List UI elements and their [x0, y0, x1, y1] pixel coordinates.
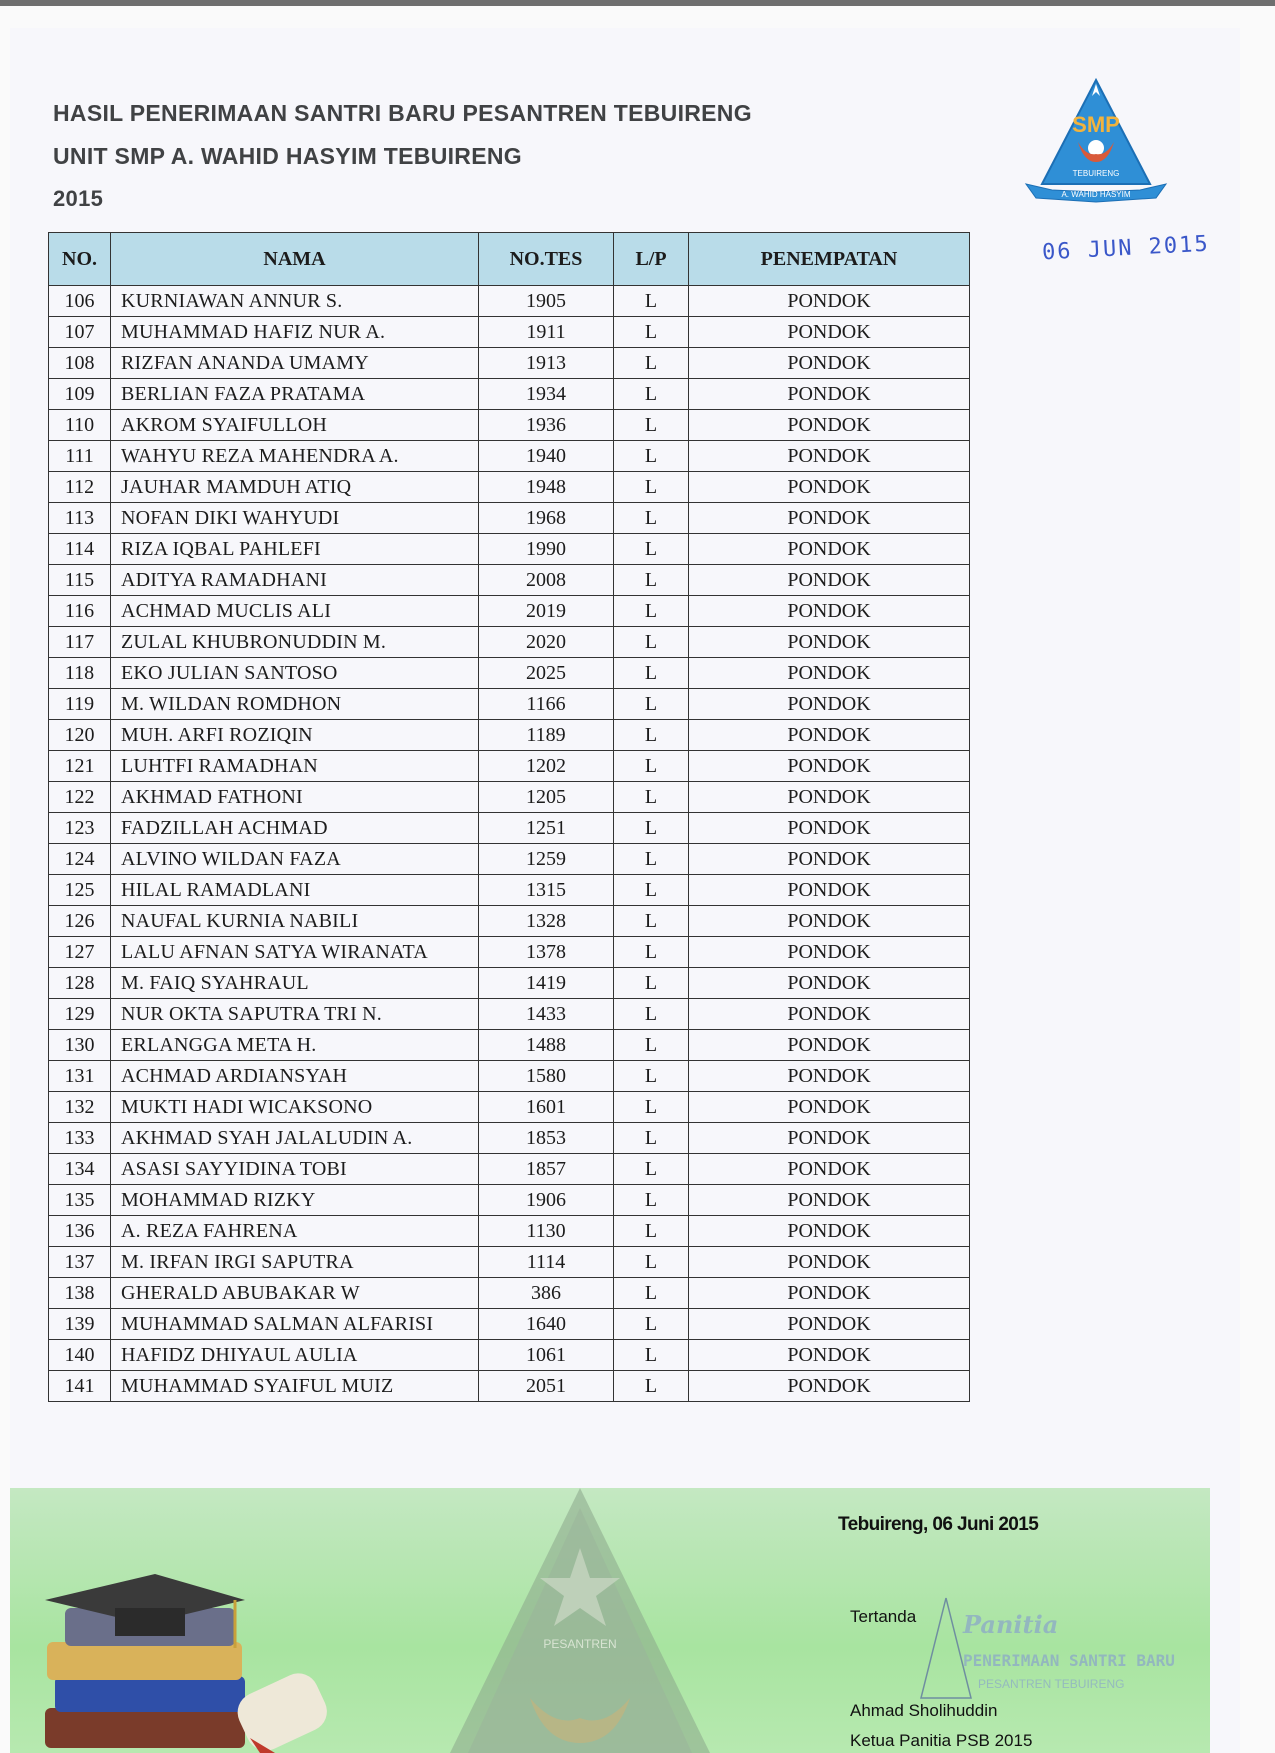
cell-no: 123 [49, 813, 111, 844]
cell-penempatan: PONDOK [689, 875, 970, 906]
cell-no: 124 [49, 844, 111, 875]
scan-top-edge [0, 0, 1275, 6]
cell-nama: M. FAIQ SYAHRAUL [111, 968, 479, 999]
cell-lp: L [614, 1092, 689, 1123]
cell-penempatan: PONDOK [689, 751, 970, 782]
cell-no-tes: 1205 [479, 782, 614, 813]
cell-penempatan: PONDOK [689, 441, 970, 472]
cell-no: 130 [49, 1030, 111, 1061]
table-row [49, 348, 970, 379]
table-row [49, 689, 970, 720]
cell-no: 110 [49, 410, 111, 441]
cell-nama: ZULAL KHUBRONUDDIN M. [111, 627, 479, 658]
cell-no: 134 [49, 1154, 111, 1185]
cell-penempatan: PONDOK [689, 565, 970, 596]
cell-nama: HAFIDZ DHIYAUL AULIA [111, 1340, 479, 1371]
cell-penempatan: PONDOK [689, 813, 970, 844]
cell-nama: GHERALD ABUBAKAR W [111, 1278, 479, 1309]
admission-results-table [48, 232, 970, 1402]
cell-penempatan: PONDOK [689, 999, 970, 1030]
cell-nama: HILAL RAMADLANI [111, 875, 479, 906]
cell-no-tes: 2020 [479, 627, 614, 658]
cell-no: 131 [49, 1061, 111, 1092]
column-header-lp: L/P [614, 233, 689, 286]
cell-nama: A. REZA FAHRENA [111, 1216, 479, 1247]
cell-no-tes: 2051 [479, 1371, 614, 1402]
cell-no: 111 [49, 441, 111, 472]
svg-text:PENERIMAAN SANTRI BARU: PENERIMAAN SANTRI BARU [963, 1651, 1175, 1670]
table-row [49, 1309, 970, 1340]
cell-penempatan: PONDOK [689, 1030, 970, 1061]
table-row [49, 906, 970, 937]
table-row [49, 844, 970, 875]
cell-penempatan: PONDOK [689, 1340, 970, 1371]
cell-nama: NAUFAL KURNIA NABILI [111, 906, 479, 937]
logo-smp-text: SMP [1072, 112, 1120, 137]
column-header-no: NO. [49, 233, 111, 286]
cell-no-tes: 1911 [479, 317, 614, 348]
table-row [49, 441, 970, 472]
cell-penempatan: PONDOK [689, 286, 970, 317]
cell-nama: RIZA IQBAL PAHLEFI [111, 534, 479, 565]
cell-no: 136 [49, 1216, 111, 1247]
cell-no: 127 [49, 937, 111, 968]
document-year: 2015 [53, 186, 104, 211]
cell-lp: L [614, 1154, 689, 1185]
table-row [49, 1092, 970, 1123]
cell-penempatan: PONDOK [689, 1061, 970, 1092]
cell-lp: L [614, 1216, 689, 1247]
table-row [49, 596, 970, 627]
cell-no: 108 [49, 348, 111, 379]
cell-no-tes: 1934 [479, 379, 614, 410]
cell-penempatan: PONDOK [689, 937, 970, 968]
cell-no-tes: 1913 [479, 348, 614, 379]
table-row [49, 472, 970, 503]
table-row [49, 875, 970, 906]
cell-no: 132 [49, 1092, 111, 1123]
cell-lp: L [614, 1123, 689, 1154]
cell-no-tes: 1936 [479, 410, 614, 441]
signed-label: Tertanda [850, 1607, 917, 1626]
cell-nama: BERLIAN FAZA PRATAMA [111, 379, 479, 410]
logo-ribbon-wahid: A. WAHID HASYIM [1061, 190, 1131, 199]
table-row [49, 379, 970, 410]
cell-lp: L [614, 658, 689, 689]
table-row [49, 286, 970, 317]
cell-no-tes: 1419 [479, 968, 614, 999]
cell-nama: ACHMAD MUCLIS ALI [111, 596, 479, 627]
cell-lp: L [614, 1185, 689, 1216]
cell-penempatan: PONDOK [689, 534, 970, 565]
table-row [49, 1061, 970, 1092]
cell-no-tes: 1259 [479, 844, 614, 875]
column-header-notes: NO.TES [479, 233, 614, 286]
table-row [49, 317, 970, 348]
cell-no: 133 [49, 1123, 111, 1154]
table-row [49, 1371, 970, 1402]
received-date-stamp: 06 JUN 2015 [1041, 231, 1211, 266]
cell-penempatan: PONDOK [689, 596, 970, 627]
table-row [49, 410, 970, 441]
cell-penempatan: PONDOK [689, 720, 970, 751]
table-row [49, 937, 970, 968]
cell-penempatan: PONDOK [689, 1185, 970, 1216]
cell-lp: L [614, 379, 689, 410]
cell-no-tes: 2025 [479, 658, 614, 689]
cell-no-tes: 1328 [479, 906, 614, 937]
cell-penempatan: PONDOK [689, 1092, 970, 1123]
cell-lp: L [614, 627, 689, 658]
cell-nama: NUR OKTA SAPUTRA TRI N. [111, 999, 479, 1030]
cell-lp: L [614, 720, 689, 751]
table-header-row [49, 233, 970, 286]
cell-no-tes: 2008 [479, 565, 614, 596]
table-row [49, 1247, 970, 1278]
table-row [49, 658, 970, 689]
cell-no: 140 [49, 1340, 111, 1371]
cell-no: 119 [49, 689, 111, 720]
cell-no: 112 [49, 472, 111, 503]
signature-date: Tebuireng, 06 Juni 2015 [838, 1514, 1039, 1535]
cell-lp: L [614, 1278, 689, 1309]
cell-lp: L [614, 534, 689, 565]
cell-nama: AKHMAD FATHONI [111, 782, 479, 813]
cell-lp: L [614, 875, 689, 906]
cell-no-tes: 1853 [479, 1123, 614, 1154]
cell-lp: L [614, 441, 689, 472]
cell-lp: L [614, 782, 689, 813]
cell-lp: L [614, 410, 689, 441]
table-row [49, 999, 970, 1030]
cell-nama: MUKTI HADI WICAKSONO [111, 1092, 479, 1123]
logo-ribbon-tebuireng: TEBUIRENG [1072, 169, 1120, 178]
cell-no: 122 [49, 782, 111, 813]
cell-penempatan: PONDOK [689, 968, 970, 999]
cell-nama: KURNIAWAN ANNUR S. [111, 286, 479, 317]
cell-nama: LALU AFNAN SATYA WIRANATA [111, 937, 479, 968]
cell-nama: RIZFAN ANANDA UMAMY [111, 348, 479, 379]
cell-lp: L [614, 968, 689, 999]
cell-lp: L [614, 286, 689, 317]
cell-no-tes: 1251 [479, 813, 614, 844]
cell-lp: L [614, 596, 689, 627]
cell-no-tes: 1906 [479, 1185, 614, 1216]
cell-nama: AKHMAD SYAH JALALUDIN A. [111, 1123, 479, 1154]
cell-penempatan: PONDOK [689, 410, 970, 441]
cell-no: 135 [49, 1185, 111, 1216]
table-row [49, 1340, 970, 1371]
cell-lp: L [614, 999, 689, 1030]
cell-no: 118 [49, 658, 111, 689]
cell-no-tes: 1315 [479, 875, 614, 906]
cell-no-tes: 1640 [479, 1309, 614, 1340]
cell-no-tes: 1968 [479, 503, 614, 534]
cell-lp: L [614, 1309, 689, 1340]
table-row [49, 1154, 970, 1185]
cell-nama: MUHAMMAD SALMAN ALFARISI [111, 1309, 479, 1340]
cell-lp: L [614, 1247, 689, 1278]
cell-lp: L [614, 1061, 689, 1092]
cell-no-tes: 1857 [479, 1154, 614, 1185]
cell-penempatan: PONDOK [689, 379, 970, 410]
cell-penempatan: PONDOK [689, 906, 970, 937]
table-row [49, 627, 970, 658]
cell-no: 107 [49, 317, 111, 348]
cell-penempatan: PONDOK [689, 317, 970, 348]
cell-nama: ACHMAD ARDIANSYAH [111, 1061, 479, 1092]
cell-lp: L [614, 813, 689, 844]
cell-penempatan: PONDOK [689, 658, 970, 689]
cell-no-tes: 1940 [479, 441, 614, 472]
cell-nama: LUHTFI RAMADHAN [111, 751, 479, 782]
school-logo-icon [1022, 72, 1170, 212]
cell-nama: ALVINO WILDAN FAZA [111, 844, 479, 875]
cell-no-tes: 1488 [479, 1030, 614, 1061]
cell-lp: L [614, 1030, 689, 1061]
cell-nama: FADZILLAH ACHMAD [111, 813, 479, 844]
cell-penempatan: PONDOK [689, 1123, 970, 1154]
document-title: HASIL PENERIMAAN SANTRI BARU PESANTREN TEBUIRENG [53, 100, 752, 126]
cell-penempatan: PONDOK [689, 1154, 970, 1185]
cell-no: 137 [49, 1247, 111, 1278]
svg-text:Panitia: Panitia [963, 1610, 1059, 1639]
cell-no-tes: 1166 [479, 689, 614, 720]
cell-nama: ADITYA RAMADHANI [111, 565, 479, 596]
cell-nama: AKROM SYAIFULLOH [111, 410, 479, 441]
cell-penempatan: PONDOK [689, 689, 970, 720]
cell-no: 141 [49, 1371, 111, 1402]
table-row [49, 720, 970, 751]
table-row [49, 968, 970, 999]
cell-no-tes: 1580 [479, 1061, 614, 1092]
committee-seal [918, 1588, 1175, 1713]
cell-no-tes: 1948 [479, 472, 614, 503]
cell-penempatan: PONDOK [689, 782, 970, 813]
cell-no-tes: 1114 [479, 1247, 614, 1278]
cell-nama: M. WILDAN ROMDHON [111, 689, 479, 720]
cell-no: 125 [49, 875, 111, 906]
svg-text:PESANTREN TEBUIRENG: PESANTREN TEBUIRENG [978, 1677, 1125, 1691]
cell-penempatan: PONDOK [689, 1216, 970, 1247]
cell-no: 106 [49, 286, 111, 317]
cell-no-tes: 1905 [479, 286, 614, 317]
table-row [49, 1030, 970, 1061]
cell-no: 114 [49, 534, 111, 565]
cell-lp: L [614, 472, 689, 503]
cell-no: 138 [49, 1278, 111, 1309]
cell-penempatan: PONDOK [689, 503, 970, 534]
signer-name: Ahmad Sholihuddin [850, 1701, 998, 1720]
cell-lp: L [614, 503, 689, 534]
table-row [49, 751, 970, 782]
cell-lp: L [614, 844, 689, 875]
cell-no: 109 [49, 379, 111, 410]
triangle-emblem-icon [450, 1488, 710, 1753]
table-row [49, 1278, 970, 1309]
table-row [49, 1185, 970, 1216]
document-subtitle: UNIT SMP A. WAHID HASYIM TEBUIRENG [53, 143, 522, 169]
cell-no: 115 [49, 565, 111, 596]
cell-no: 120 [49, 720, 111, 751]
cell-no: 129 [49, 999, 111, 1030]
table-row [49, 1123, 970, 1154]
signer-role: Ketua Panitia PSB 2015 [850, 1731, 1033, 1750]
cell-no-tes: 1189 [479, 720, 614, 751]
cell-no-tes: 1433 [479, 999, 614, 1030]
cell-no: 126 [49, 906, 111, 937]
cell-nama: EKO JULIAN SANTOSO [111, 658, 479, 689]
cell-no: 121 [49, 751, 111, 782]
table-row [49, 565, 970, 596]
cell-nama: MUHAMMAD HAFIZ NUR A. [111, 317, 479, 348]
cell-penempatan: PONDOK [689, 1278, 970, 1309]
table-row [49, 782, 970, 813]
cell-penempatan: PONDOK [689, 348, 970, 379]
cell-no-tes: 1378 [479, 937, 614, 968]
cell-no-tes: 2019 [479, 596, 614, 627]
cell-nama: NOFAN DIKI WAHYUDI [111, 503, 479, 534]
column-header-penempatan: PENEMPATAN [689, 233, 970, 286]
column-header-nama: NAMA [111, 233, 479, 286]
graduation-books-icon [35, 1538, 335, 1753]
cell-nama: JAUHAR MAMDUH ATIQ [111, 472, 479, 503]
table-row [49, 534, 970, 565]
cell-no-tes: 1601 [479, 1092, 614, 1123]
table-row [49, 503, 970, 534]
cell-nama: MOHAMMAD RIZKY [111, 1185, 479, 1216]
table-row [49, 1216, 970, 1247]
cell-no: 113 [49, 503, 111, 534]
cell-no: 139 [49, 1309, 111, 1340]
cell-nama: MUHAMMAD SYAIFUL MUIZ [111, 1371, 479, 1402]
cell-penempatan: PONDOK [689, 844, 970, 875]
cell-lp: L [614, 348, 689, 379]
cell-nama: ASASI SAYYIDINA TOBI [111, 1154, 479, 1185]
cell-lp: L [614, 1371, 689, 1402]
cell-penempatan: PONDOK [689, 1247, 970, 1278]
cell-no-tes: 1202 [479, 751, 614, 782]
cell-lp: L [614, 937, 689, 968]
cell-nama: ERLANGGA META H. [111, 1030, 479, 1061]
cell-no: 116 [49, 596, 111, 627]
watermark-text: PESANTREN [543, 1637, 617, 1651]
cell-lp: L [614, 906, 689, 937]
cell-lp: L [614, 1340, 689, 1371]
cell-lp: L [614, 565, 689, 596]
cell-no-tes: 1061 [479, 1340, 614, 1371]
cell-no-tes: 1130 [479, 1216, 614, 1247]
cell-penempatan: PONDOK [689, 627, 970, 658]
table-row [49, 813, 970, 844]
cell-lp: L [614, 751, 689, 782]
cell-lp: L [614, 317, 689, 348]
cell-penempatan: PONDOK [689, 1309, 970, 1340]
cell-no: 128 [49, 968, 111, 999]
cell-no-tes: 1990 [479, 534, 614, 565]
cell-nama: MUH. ARFI ROZIQIN [111, 720, 479, 751]
cell-no-tes: 386 [479, 1278, 614, 1309]
cell-no: 117 [49, 627, 111, 658]
cell-penempatan: PONDOK [689, 1371, 970, 1402]
cell-lp: L [614, 689, 689, 720]
cell-nama: WAHYU REZA MAHENDRA A. [111, 441, 479, 472]
cell-nama: M. IRFAN IRGI SAPUTRA [111, 1247, 479, 1278]
cell-penempatan: PONDOK [689, 472, 970, 503]
